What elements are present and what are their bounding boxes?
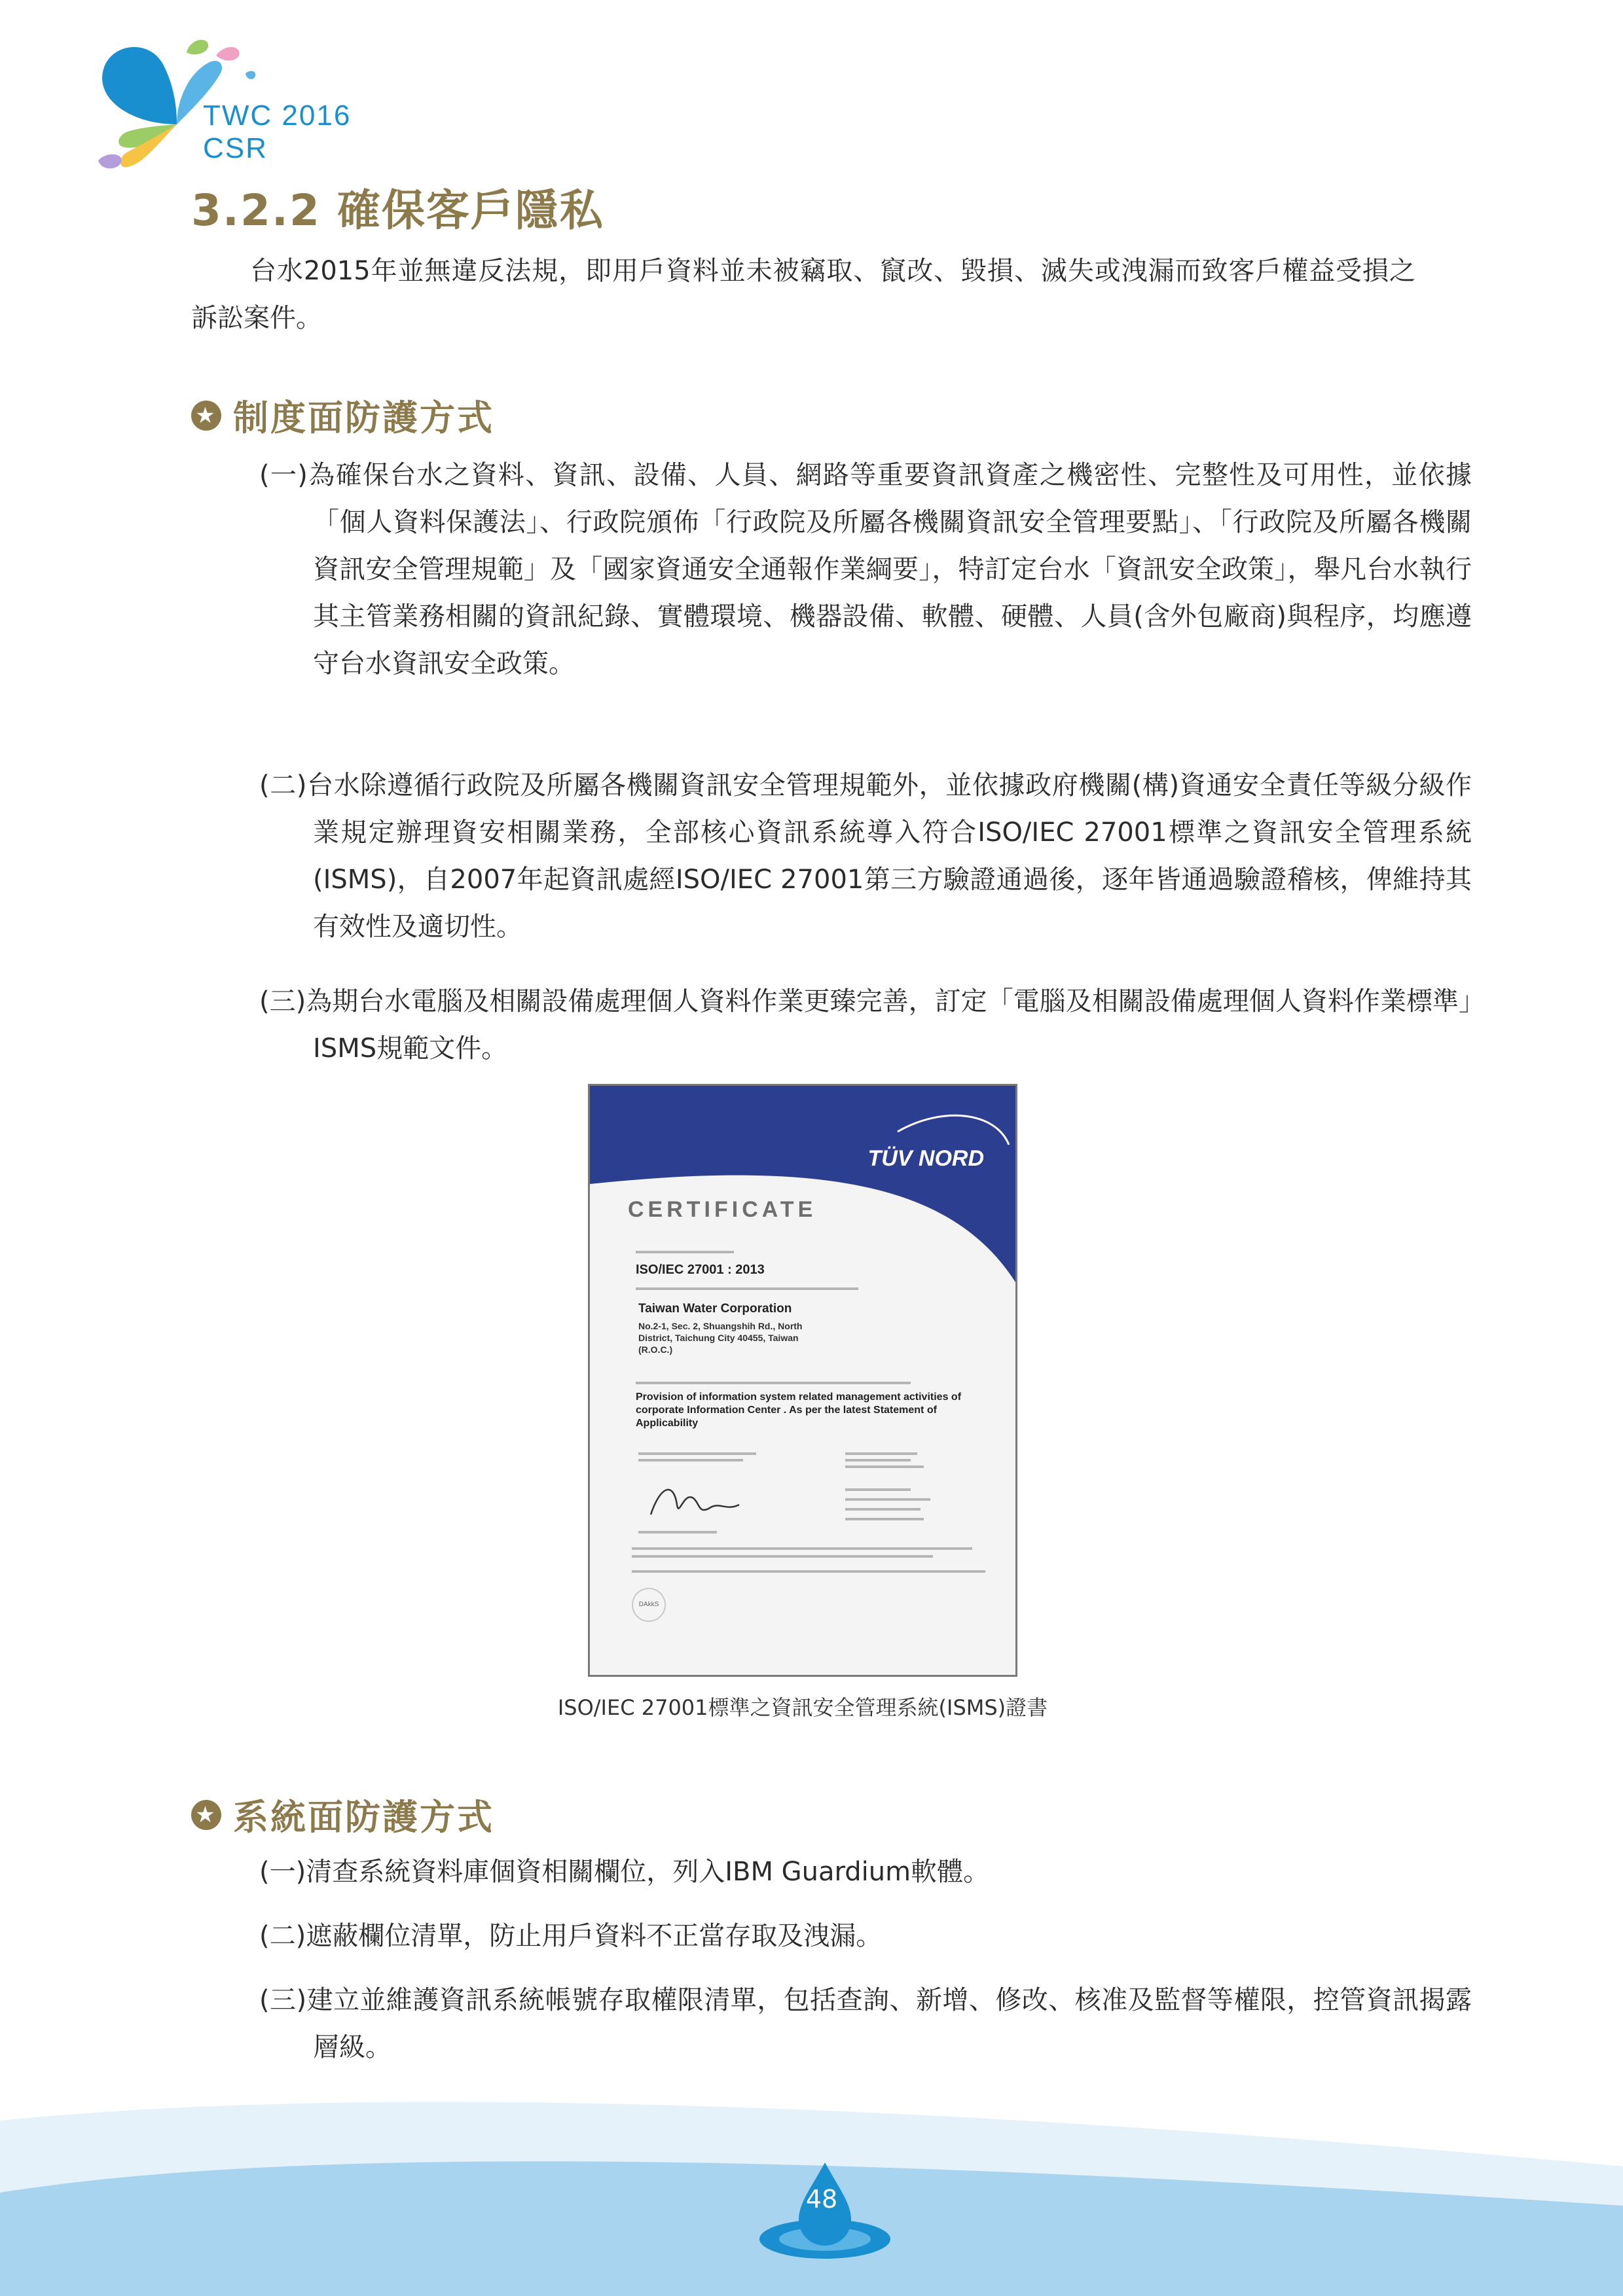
certificate-scope: Provision of information system related management activities of corporate Information Center . As per the latest Statement of Applicability <box>636 1391 962 1429</box>
fine-print-line <box>845 1459 911 1462</box>
system-item-1: (一)清查系統資料庫個資相關欄位，列入IBM Guardium軟體。 <box>259 1857 990 1887</box>
fine-print-line <box>845 1465 924 1468</box>
star-bullet-icon: ★ <box>191 401 221 431</box>
fine-print-line <box>845 1498 930 1501</box>
certificate-address: No.2-1, Sec. 2, Shuangshih Rd., North District, Taichung City 40455, Taiwan (R.O.C.) <box>638 1321 803 1355</box>
certificate-organization: Taiwan Water Corporation <box>638 1302 792 1316</box>
intro-paragraph: 台水2015年並無違反法規，即用戶資料並未被竊取、竄改、毀損、滅失或洩漏而致客戶權益受損之訴訟案件。 <box>191 256 1415 333</box>
logo-text: TWC 2016 CSR <box>203 99 352 164</box>
signature-icon <box>647 1479 746 1524</box>
institutional-item-1: (一)為確保台水之資料、資訊、設備、人員、網路等重要資訊資產之機密性、完整性及可用性，並依據「個人資料保護法」、行政院頒佈「行政院及所屬各機關資訊安全管理要點」、「行政院及所屬各機關資訊安全管理規範」及「國家資通安全通報作業綱要」，特訂定台水「資訊安全政策」，舉凡台水執行其主管業務相關的資訊紀錄、實體環境、機器設備、軟體、硬體、人員(含外包廠商)與程序，均應遵守台水資訊安全政策。 <box>259 460 1472 679</box>
fine-print-line <box>636 1382 911 1384</box>
report-logo <box>79 26 419 177</box>
institutional-item-2: (二)台水除遵循行政院及所屬各機關資訊安全管理規範外，並依據政府機關(構)資通安全責任等級分級作業規定辦理資安相關業務，全部核心資訊系統導入符合ISO/IEC 27001標準之資訊安全管理系統(ISMS)，自2007年起資訊處經ISO/IEC 27001第三方驗證通過後，逐年皆通過驗證稽核，俾維持其有效性及適切性。 <box>259 770 1472 942</box>
institutional-heading-text: 制度面防護方式 <box>233 397 494 439</box>
certificate-title: CERTIFICATE <box>628 1197 817 1222</box>
fine-print-line <box>638 1459 743 1462</box>
system-heading <box>191 1789 494 1840</box>
fine-print-line <box>845 1452 917 1455</box>
certificate-standard: ISO/IEC 27001 : 2013 <box>636 1263 765 1277</box>
fine-print-line <box>638 1531 717 1534</box>
fine-print-line <box>636 1251 734 1253</box>
fine-print-line <box>638 1452 756 1455</box>
star-bullet-icon: ★ <box>191 1800 221 1830</box>
fine-print-line <box>845 1508 921 1511</box>
fine-print-line <box>845 1488 911 1491</box>
institutional-heading <box>191 390 494 440</box>
fine-print-line <box>845 1518 924 1520</box>
certificate-image <box>588 1084 1017 1677</box>
fine-print-line <box>632 1547 972 1550</box>
section-title: 3.2.2 確保客戶隱私 <box>191 185 604 236</box>
certificate-brand: TÜV NORD <box>867 1146 984 1171</box>
fine-print-line <box>636 1287 858 1290</box>
system-heading-text: 系統面防護方式 <box>233 1797 494 1838</box>
page-number: 48 <box>805 2185 838 2214</box>
system-item-2: (二)遮蔽欄位清單，防止用戶資料不正當存取及洩漏。 <box>259 1921 883 1951</box>
fine-print-line <box>632 1555 933 1558</box>
system-item-3: (三)建立並維護資訊系統帳號存取權限清單，包括查詢、新增、修改、核准及監督等權限，控管資訊揭露層級。 <box>259 1985 1472 2062</box>
institutional-item-3: (三)為期台水電腦及相關設備處理個人資料作業更臻完善，訂定「電腦及相關設備處理個人資料作業標準」ISMS規範文件。 <box>259 986 1472 1064</box>
certificate-caption: ISO/IEC 27001標準之資訊安全管理系統(ISMS)證書 <box>557 1695 1048 1720</box>
certificate-seal: DAkkS <box>632 1588 666 1622</box>
fine-print-line <box>632 1570 985 1573</box>
